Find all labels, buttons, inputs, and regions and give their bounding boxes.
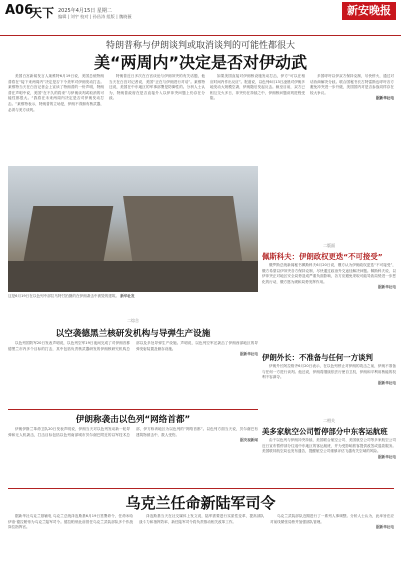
story-body-iran-fm: 伊朗外长阿拉格齐6月20日表示，在以色列停止对伊朗的攻击之前，伊朗不准备与任何一方进行谈判。他还说，伊朗将继续依法行使自卫权，伊朗和平利用核能的权利不容剥夺。 据新华社电: [262, 364, 396, 385]
story-title-cyber-capital: 伊朗称袭击以色列“网络首都”: [75, 415, 191, 425]
section-tag: 二版面: [323, 243, 335, 248]
bottom-column-2: 泽连斯基当天在社交媒体上发文说，陆军需要进行实质性变革，提高部队战斗力和指挥效率，新任陆军司令将负责推动相关改革工作。: [139, 514, 264, 524]
date-line: 2025年4月15日 星期二: [58, 8, 112, 14]
story-title-airstrike: 以空袭德黑兰核研发机构与导弹生产设施: [55, 329, 211, 339]
newspaper-logo: 新安晚报: [342, 2, 396, 20]
lead-column-3: 如果美国直接对伊朗核设施发动打击，伊方“可以在相应时间内作出反应”。报道说，以色列6月13日凌晨对伊朗多地发动大规模空袭，伊朗随后发起反击。截至目前，双方已相互交火多日，冲突仍在持续之中，伊朗核问题谈判进程受阻。: [210, 74, 305, 101]
bottom-column-1: 据新华社乌克兰基辅电 乌克兰总统泽连斯基6月19日签署命令，任命米哈伊洛·德拉帕蒂为乌克兰陆军司令。德拉帕蒂此前曾任乌克兰武装部队多个作战岗位指挥官。: [8, 514, 133, 530]
staff-line: 编辑 | 刘宇 校对 | 孙昌涛 组版 | 魏晓薇: [58, 14, 132, 19]
photo-caption: 这是6月19日在以色列中部拉马特甘拍摄的在伊朗袭击中被毁的建筑。 新华社发: [8, 294, 135, 298]
page-number: A06: [5, 3, 34, 18]
lead-title: 美“两周内”决定是否对伊动武: [93, 53, 308, 72]
story-body-peskov: 俄罗斯总统新闻秘书佩斯科夫6月20日说，俄方认为伊朗政权更迭“不可接受”，俄方希望以伊冲突各方保持克制，尽快通过政治外交途径解决问题。佩斯科夫说，以伊冲突正对地区安全局势造成严重负面影响，各方应避免采取可能导致局势进一步恶化的行动，俄方愿为缓和局势发挥作用。 据新华社电: [262, 263, 396, 290]
page-header: [0, 0, 401, 36]
photo-credit: 新华社发: [120, 294, 135, 298]
lead-source: 据新华社电: [376, 96, 394, 101]
lead-column-1: 美国白宫新闻发言人莱维特6月19日说，美国总统特朗普将在“接下来两周内”决定是否下令美军对伊朗发动打击。莱维特当天在白宫记者会上宣读了特朗普的一份声明，特朗普在声明中说，美国“在不久的将来”与伊朗谈判或取消的可能性都很大。“我将在未来两周内决定是否对伊朗发动打击。”莱维特表示，特朗普的立场是，伊朗不得拥有核武器，必须与美方谈判。: [8, 74, 104, 112]
lead-column-4: 多国呼吁以伊双方保持克制，尽快停火，通过对话协商解决分歧。联合国秘书长古特雷斯也呼吁各方避免冲突进一步升级，美国国内对是否参战同样存在较大争议。 据新华社电: [310, 74, 394, 101]
lead-subtitle: 特朗普称与伊朗谈判或取消谈判的可能性都很大: [105, 41, 295, 51]
story-body-cyber-capital: 伊朗伊斯兰革命卫队20日发表声明说，伊朗当天对以色列发动新一轮导弹和无人机袭击，打击目标包括以色列南部城市贝尔谢巴附近的以军技术总部，伊方称该地区为以色列的“网络首都”。以色列方面当天说，贝尔谢巴有建筑物被击中，数人受伤。 据央视新闻: [8, 427, 258, 443]
story-body-airlines: 由于以色列与伊朗冲突持续，美国联合航空公司、美国航空公司等多家航空公司近日宣布暂停部分往返中东地区的客运航班，并为受影响旅客提供改签或退款服务。美国联邦航空局也发布通告，提醒航空公司谨慎评估飞越有关空域的风险。 据新华社电: [262, 438, 396, 459]
section-name: 天下: [30, 6, 55, 20]
section-tag: 二相关: [323, 418, 335, 423]
section-tag: 二综合: [127, 318, 139, 323]
news-photo: [8, 166, 258, 292]
story-title-iran-fm: 伊朗外长：不准备与任何一方谈判: [262, 353, 373, 362]
lead-column-2: 特朗普近日多次在白宫谈论与伊朗冲突的有关话题，他当天在白宫对记者说，美国“正在与伊朗进行对话”。莱维特还说，美国在中东地区的军事部署是防御性的。分析人士认为，特朗普政府在是否直接介入以伊冲突问题上仍存在分歧。: [109, 74, 205, 101]
bottom-column-3: 乌克兰武装部队近期进行了一系列人事调整。分析人士认为，此举旨在应对前线紧张局势并加强部队管理。 据新华社电: [270, 514, 394, 530]
story-title-peskov: 佩斯科夫：伊朗政权更迭“不可接受”: [262, 252, 383, 261]
bottom-title: 乌克兰任命新陆军司令: [125, 494, 276, 512]
story-body-airstrike: 以色列国防军20日发表声明说，以色列空军19日夜间完成了对伊朗首都德黑兰市内多个目标的打击，其中包括负责核武器研发的伊朗核研究机构总部以及多处导弹生产设施。声明说，以色列空军还袭击了伊朗西部地区的导弹发射装置及储存设施。 据新华社电: [8, 341, 258, 357]
story-title-airlines: 美多家航空公司暂停部分中东客运航班: [262, 427, 388, 436]
